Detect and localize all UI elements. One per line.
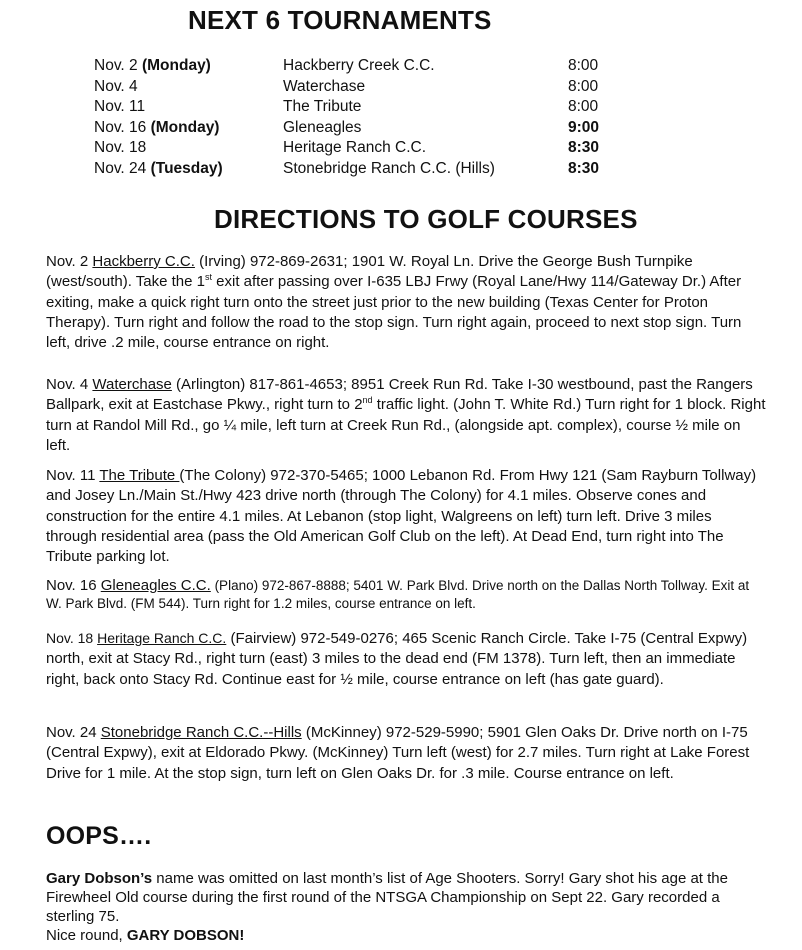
oops-heading: OOPS…. [46,822,152,850]
schedule-time: 8:30 [568,139,600,156]
course-name: Gleneagles C.C. [100,577,211,594]
schedule-date: Nov. 11 [94,98,146,115]
member-name: Gary Dobson’s [46,870,153,887]
schedule-day: (Monday) [150,118,220,136]
schedule-time: 8:30 [568,159,600,177]
directions-paragraph: Nov. 2 Hackberry C.C. (Irving) 972-869-2631; 1901 W. Royal Ln. Drive the George Bush Turnpike (west/south). Take the 1st exit after passing over I-635 LBJ Frwy (Royal Lane/Hwy 114/Gateway Dr.) After exiting, make a quick right turn onto the street just prior to the new building (Texas Center for Proton Therapy). Turn right and follow the road to the stop sign. Turn right again, proceed to next stop sign. Turn left, drive .2 mile, course entrance on right. [46,253,742,352]
oops-paragraph: Gary Dobson’s name was omitted on last month’s list of Age Shooters. Sorry! Gary shot his age at the Firewheel Old course during the first round of the NTSGA Championship on Sept 22. Gary recorded a sterling 75. Nice round, GARY DOBSON! [46,870,728,944]
schedule-time: 9:00 [568,118,600,136]
course-name: Stonebridge Ranch C.C.--Hills [100,724,302,741]
schedule-date: Nov. 18 [94,139,147,156]
schedule-course: Stonebridge Ranch C.C. (Hills) [283,159,495,177]
schedule-time: 8:00 [568,57,599,74]
directions-heading: DIRECTIONS TO GOLF COURSES [214,204,638,234]
schedule-date: Nov. 24 (Tuesday) [94,159,223,177]
schedule-day: (Tuesday) [150,159,223,177]
schedule-course: Waterchase [283,77,366,95]
course-name: Waterchase [92,376,172,393]
directions-paragraph: Nov. 11 The Tribute (The Colony) 972-370-5465; 1000 Lebanon Rd. From Hwy 121 (Sam Rayburn Tollway) and Josey Ln./Main St./Hwy 423 drive north (through The Colony) for 4.1 miles. Observe cones and construction for the entire 4.1 miles. At Lebanon (stop light, Walgreens on left) turn left. Drive 3 miles through residential area (pass the Old American Golf Club on the left). At Dead End, turn right into The Tribute parking lot. [46,467,757,566]
schedule-date: Nov. 16 (Monday) [94,118,220,136]
schedule-date: Nov. 4 [94,77,138,95]
schedule-time: 8:00 [568,98,599,115]
schedule-day: (Monday) [141,57,211,74]
schedule-course: Hackberry Creek C.C. [283,57,435,74]
course-name: Heritage Ranch C.C. [97,630,227,646]
member-name-caps: GARY DOBSON! [126,927,245,944]
directions-paragraph: Nov. 18 Heritage Ranch C.C. (Fairview) 972-549-0276; 465 Scenic Ranch Circle. Take I-75 (Central Expwy) north, exit at Stacy Rd., right turn (east) 3 miles to the dead end (FM 1378). Turn left, then an immediate right, back onto Stacy Rd. Continue east for ½ mile, course entrance on left (has gate guard). [46,630,748,688]
schedule-course: Gleneagles [283,118,362,136]
directions-paragraph: Nov. 4 Waterchase (Arlington) 817-861-4653; 8951 Creek Run Rd. Take I-30 westbound, past the Rangers Ballpark, exit at Eastchase Pkwy., right turn to 2nd traffic light. (John T. White Rd.) Turn right for 1 block. Right turn at Randol Mill Rd., go ¼ mile, left turn at Creek Run Rd., (alongside apt. complex), course ½ mile on left. [46,376,766,454]
schedule-date: Nov. 2 (Monday) [94,57,211,74]
course-name: Hackberry C.C. [92,253,195,270]
schedule-course: Heritage Ranch C.C. [283,139,427,156]
directions-paragraph: Nov. 16 Gleneagles C.C. (Plano) 972-867-8888; 5401 W. Park Blvd. Drive north on the Dallas North Tollway. Exit at W. Park Blvd. (FM 544). Turn right for 1.2 miles, course entrance on left. [46,577,750,611]
tournaments-heading: NEXT 6 TOURNAMENTS [188,5,492,35]
schedule-time: 8:00 [568,77,599,95]
directions-paragraph: Nov. 24 Stonebridge Ranch C.C.--Hills (McKinney) 972-529-5990; 5901 Glen Oaks Dr. Drive north on I-75 (Central Expwy), exit at Eldorado Pkwy. (McKinney) Turn left (west) for 2.7 miles. Turn right at Lake Forest Drive for 1 mile. At the stop sign, turn left on Glen Oaks Dr. for .3 mile. Course entrance on left. [46,724,750,782]
schedule-course: The Tribute [283,98,362,115]
course-name: The Tribute [99,467,180,484]
